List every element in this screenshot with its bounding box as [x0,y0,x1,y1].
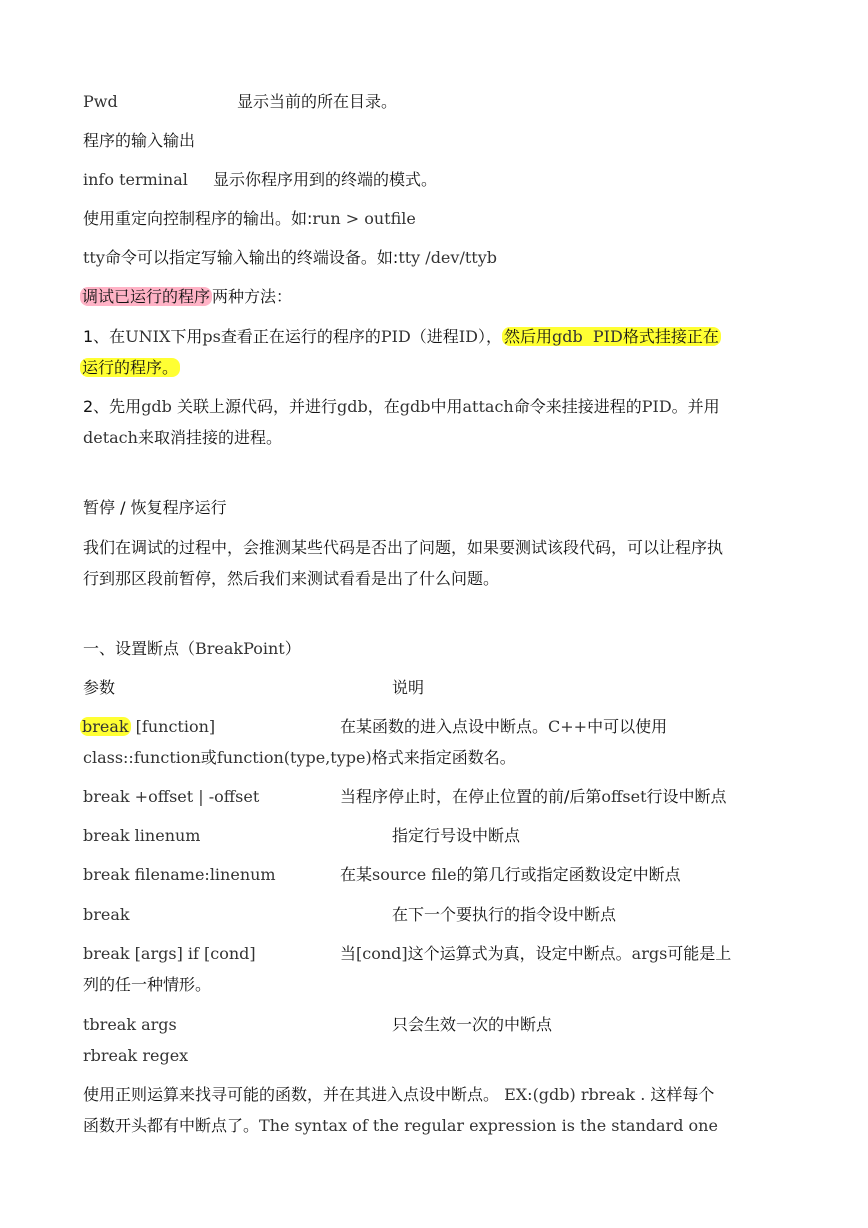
row2-desc-offset: offset [601,787,647,806]
pwd-description: 显示当前的所在目录。 [237,92,398,111]
redirect-line [83,209,416,229]
method2-line1 [83,397,720,417]
info-terminal-description: 显示你程序用到的终端的模式。 [213,170,438,189]
row6-command: break [args] if [cond] [83,944,256,963]
regex-para-line1 [83,1085,714,1105]
table-header-desc: 说明 [392,678,425,697]
method2-gdb3: gdb [399,397,431,416]
method1-text-c: 下用 [170,327,203,346]
method1-hl-text4: 格式挂接正在 [622,327,719,346]
method1-hl-gdb: gdb [552,327,583,346]
row3-description: 指定行号设中断点 [392,826,521,845]
method2-text-m: 来取消挂接的进程。 [137,428,282,447]
regex-text-d: 函数开头都有中断点了。 [83,1116,260,1135]
method1-text-g: （进程 [410,327,459,346]
redirect-command: run > outfile [312,209,416,228]
tty-command: tty [83,248,105,267]
row6-desc-c: 这个运算式为真，设定中断点。 [407,944,632,963]
tty-line [83,248,497,268]
row-break [83,905,617,925]
io-heading: 程序的输入输出 [83,131,196,150]
pause-para-line1: 我们在调试的过程中，会推测某些代码是否出了问题，如果要测试该段代码，可以让程序执 [83,538,724,557]
method1-hl-pid: PID [592,327,623,346]
row6-line2: 列的任一种情形。 [83,975,212,994]
row5-command: break [83,905,130,924]
row1-function-type: function(type,type) [216,748,372,767]
method2-gdb1: gdb [141,397,172,416]
info-terminal-line [83,170,438,190]
method1-text-e: 查看正在运行的程序的 [220,327,381,346]
method1-hl-text1: 然后用 [503,327,552,346]
attach-intro-rest: 两种方法： [212,287,293,306]
method1-id: ID [458,327,478,346]
pwd-command: Pwd [83,92,118,111]
row1-line2-text: 格式来指定函数名。 [371,748,516,767]
method2-gdb2: gdb [337,397,368,416]
row2-command: break +offset | -offset [83,787,260,806]
tty-example: tty /dev/ttyb [398,248,497,267]
row-break-function [80,717,668,737]
pause-para-line2: 行到那区段前暂停，然后我们来测试看看是出了什么问题。 [83,569,500,588]
row1-desc-a: 在某函数的进入点设中断点。 [340,717,549,736]
breakpoint-heading [83,639,301,659]
table-header-param: 参数 [83,678,116,697]
regex-example: EX:(gdb) rbreak . [499,1085,651,1104]
row-break-filename [83,865,681,885]
method2-text-g: 中用 [430,397,463,416]
pause-heading: 暂停 / 恢复程序运行 [83,498,227,517]
method1-unix: UNIX [125,327,171,346]
method1-pid: PID [380,327,411,346]
regex-text-a: 使用正则运算来找寻可能的函数，并在其进入点设中断点。 [83,1085,500,1104]
method2-text-e: ，在 [367,397,400,416]
table-header [83,678,425,698]
row6-desc-cond: [cond] [356,944,408,963]
method1-text-a: 1、在 [83,327,126,346]
row6-desc-args: args [631,944,668,963]
regex-english-text: The syntax of the regular expression is the standard one [259,1116,718,1135]
row-break-linenum [83,826,521,846]
row1-line2 [83,748,516,768]
row6-description [340,944,731,964]
row8-command: rbreak regex [83,1046,189,1065]
method1-ps: ps [202,327,221,346]
row4-desc-source-file: source file [372,865,457,884]
method1-line2 [80,358,180,378]
row4-desc-a: 在某 [340,865,373,884]
row-rbreak [83,1046,188,1066]
method2-text-a: 2、先用 [83,397,142,416]
row1-class-function: class::function [83,748,201,767]
regex-para-line2 [83,1116,718,1136]
regex-text-c: 这样每个 [650,1085,715,1104]
bp-heading-text-c: ） [284,639,301,658]
row1-desc-c: 中可以使用 [587,717,668,736]
pwd-line [83,92,398,112]
row4-desc-c: 的第几行或指定函数设定中断点 [456,865,681,884]
method2-line2 [83,428,282,448]
row-break-offset [83,787,727,807]
row4-description [340,865,681,885]
method1-line2-highlight: 运行的程序。 [82,358,179,377]
row1-break-highlight: break [82,717,129,736]
method2-detach: detach [83,428,138,447]
row4-command: break filename:linenum [83,865,276,884]
method1-text-i: ）， [477,327,502,346]
method1-highlight [502,327,721,346]
row7-description: 只会生效一次的中断点 [392,1015,553,1034]
row2-desc-a: 当程序停止时，在停止位置的前/后第 [340,787,602,806]
row6-desc-e: 可能是上 [667,944,732,963]
info-terminal-command: info terminal [83,170,188,189]
row-break-if-cond [83,944,732,964]
method2-text-i: 命令来挂接进程的 [513,397,642,416]
redirect-text: 使用重定向控制程序的输出。如: [83,209,313,228]
row1-or: 或 [200,748,217,767]
method2-text-k: 。并用 [671,397,720,416]
attach-intro-line [80,287,292,307]
row6-desc-a: 当 [340,944,357,963]
row-tbreak [83,1015,553,1035]
row1-desc-cpp: C++ [548,717,588,736]
method2-pid: PID [641,397,672,416]
method2-text-c: 关联上源代码，并进行 [171,397,338,416]
row1-command: [function] [130,717,216,736]
method2-attach: attach [462,397,514,416]
row3-command: break linenum [83,826,201,845]
method1-line1 [83,327,721,347]
row2-desc-c: 行设中断点 [646,787,727,806]
row7-command: tbreak args [83,1015,177,1034]
row1-description [340,717,667,737]
bp-heading-breakpoint: BreakPoint [195,639,285,658]
tty-text: 命令可以指定写输入输出的终端设备。如: [104,248,399,267]
row2-description [340,787,727,807]
row5-description: 在下一个要执行的指令设中断点 [392,905,617,924]
bp-heading-text-a: 一、设置断点（ [83,639,196,658]
attach-intro-highlight: 调试已运行的程序 [82,287,211,306]
